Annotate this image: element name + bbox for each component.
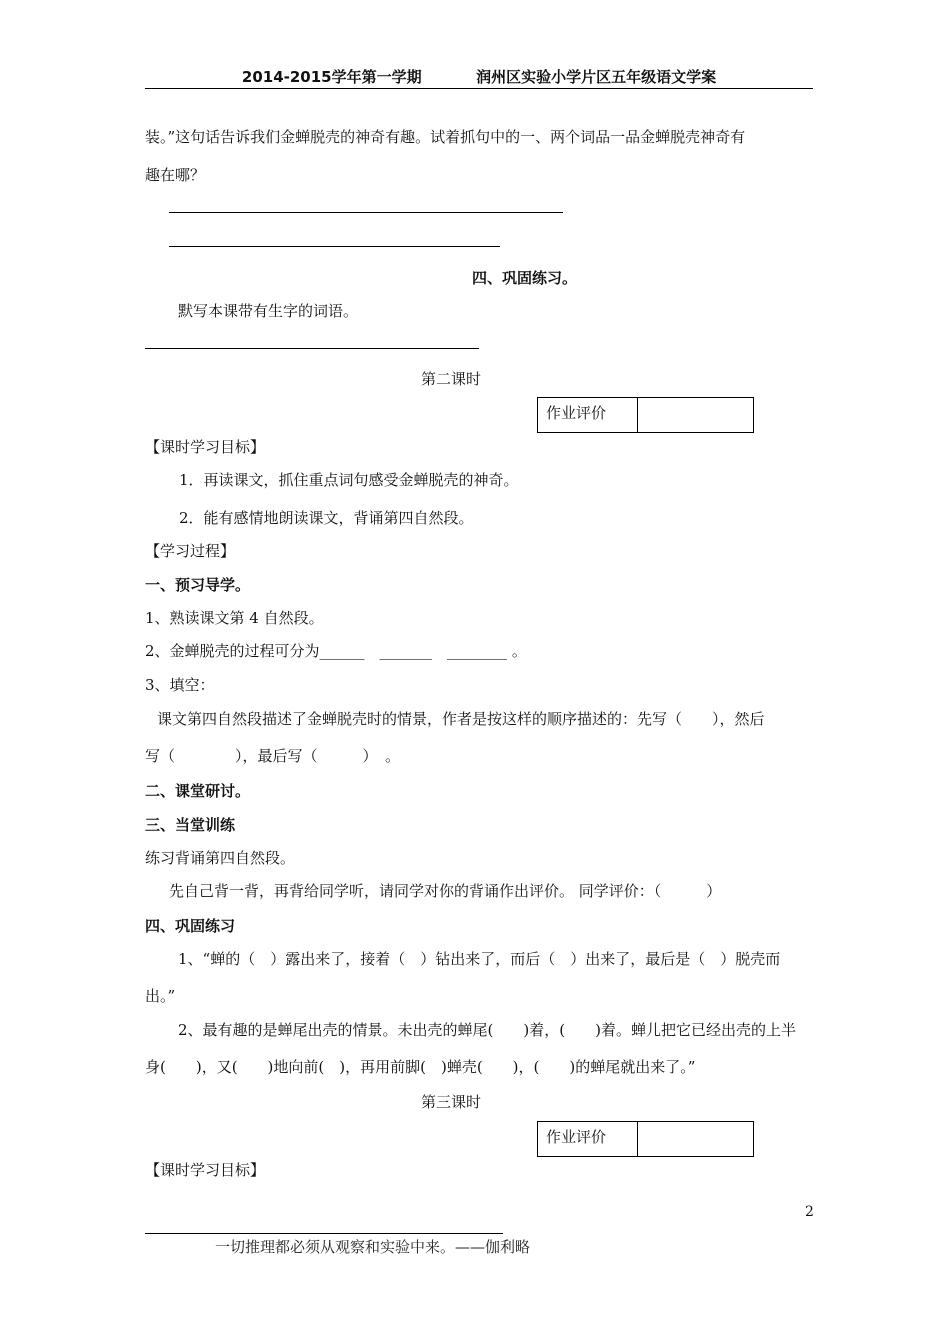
eval-label: 作业评价 — [538, 1122, 638, 1156]
answer-line — [145, 348, 479, 349]
header-rule — [145, 88, 813, 89]
goal-item: 2．能有感情地朗读课文，背诵第四自然段。 — [179, 509, 474, 527]
page-header — [145, 66, 813, 87]
list-item: 2、金蝉脱壳的过程可分为______ _______ ________ 。 — [145, 642, 527, 660]
section-heading: 三、当堂训练 — [145, 816, 236, 834]
section-heading: 四、巩固练习。 — [472, 269, 578, 287]
homework-eval-table — [537, 397, 754, 433]
lesson-title: 第三课时 — [421, 1093, 482, 1111]
lesson-title: 第二课时 — [421, 370, 482, 388]
exercise-line: 2、最有趣的是蝉尾出壳的情景。未出壳的蝉尾( )着，( )着。蝉儿把它已经出壳的上半 — [178, 1021, 796, 1039]
goals-heading: 【课时学习目标】 — [145, 438, 266, 456]
answer-line — [169, 212, 563, 213]
homework-eval-table — [537, 1121, 754, 1157]
list-item: 1、熟读课文第 4 自然段。 — [145, 609, 324, 627]
exercise-line: 身( )，又( )地向前( )，再用前脚( )蝉壳( )，( )的蝉尾就出来了。” — [145, 1058, 696, 1076]
dictation-task: 默写本课带有生字的词语。 — [178, 302, 359, 320]
practice-text: 练习背诵第四自然段。 — [145, 849, 296, 867]
fill-blank-line: 写（ ），最后写（ ） 。 — [145, 747, 401, 765]
answer-line — [169, 246, 500, 247]
eval-score-cell[interactable] — [638, 398, 753, 432]
goal-item: 1．再读课文，抓住重点词句感受金蝉脱壳的神奇。 — [179, 471, 519, 489]
eval-score-cell[interactable] — [638, 1122, 753, 1156]
header-semester: 2014-2015学年第一学期 — [241, 68, 422, 86]
para-line: 趣在哪？ — [145, 166, 206, 184]
para-line: 装。”这句话告诉我们金蝉脱壳的神奇有趣。试着抓句中的一、两个词品一品金蝉脱壳神奇有 — [145, 128, 746, 146]
peer-review-text: 先自己背一背，再背给同学听，请同学对你的背诵作出评价。 同学评价：（ ） — [169, 882, 722, 900]
fill-blank-line: 课文第四自然段描述了金蝉脱壳时的情景，作者是按这样的顺序描述的：先写（ ），然后 — [157, 710, 765, 728]
exercise-line: 出。” — [145, 987, 176, 1005]
exercise-line: 1、“蝉的（ ）露出来了，接着（ ）钻出来了，而后（ ）出来了，最后是（ ）脱壳而 — [178, 950, 781, 968]
section-heading: 四、巩固练习 — [145, 917, 236, 935]
footer-quote: 一切推理都必须从观察和实验中来。——伽利略 — [215, 1238, 531, 1256]
footer-rule — [145, 1233, 503, 1234]
header-school: 润州区实验小学片区五年级语文学案 — [476, 68, 717, 86]
section-heading: 二、课堂研讨。 — [145, 782, 251, 800]
page-number: 2 — [805, 1204, 814, 1220]
goals-heading: 【课时学习目标】 — [145, 1161, 266, 1179]
section-heading: 一、预习导学。 — [145, 576, 251, 594]
eval-label: 作业评价 — [538, 398, 638, 432]
process-heading: 【学习过程】 — [145, 542, 236, 560]
list-item: 3、填空： — [145, 676, 215, 694]
